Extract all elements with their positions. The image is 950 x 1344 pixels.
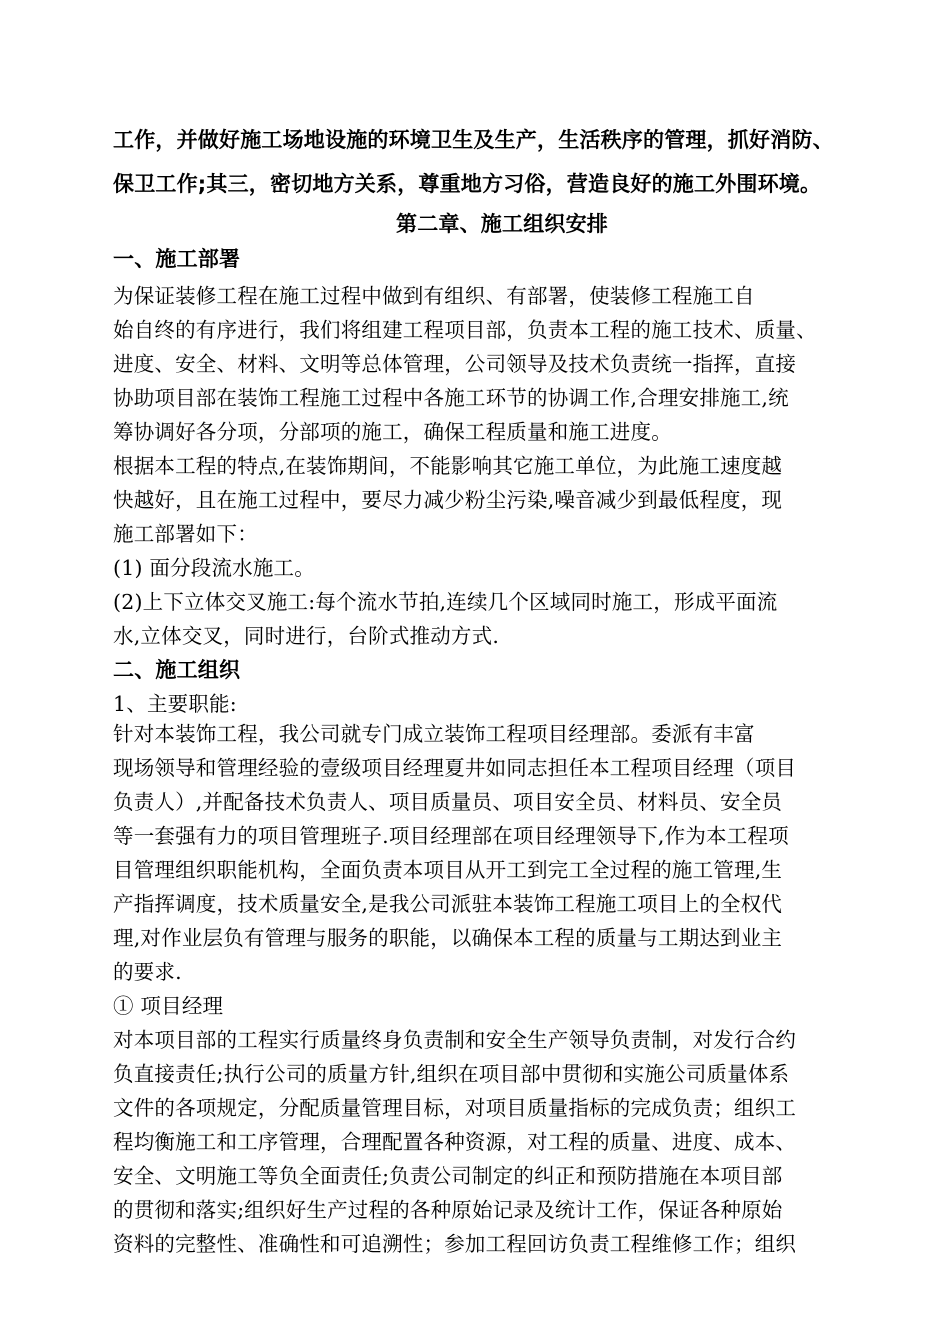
paragraph-line: 的贯彻和落实;组织好生产过程的各种原始记录及统计工作，保证各种原始 [113, 1198, 783, 1222]
subheading: 1、主要职能: [113, 692, 237, 716]
paragraph-line: 针对本装饰工程，我公司就专门成立装饰工程项目经理部。委派有丰富 [113, 722, 755, 746]
paragraph-line: 资料的完整性、准确性和可追溯性；参加工程回访负责工程维修工作；组织 [113, 1232, 797, 1256]
paragraph-line: 负责人）,并配备技术负责人、项目质量员、项目安全员、材料员、安全员 [113, 790, 783, 814]
paragraph-line: 的要求. [113, 960, 182, 984]
paragraph-line: 进度、安全、材料、文明等总体管理，公司领导及技术负责统一指挥，直接 [113, 352, 797, 376]
paragraph-line: 文件的各项规定，分配质量管理目标，对项目质量指标的完成负责；组织工 [113, 1096, 797, 1120]
paragraph-line: 筹协调好各分项，分部项的施工，确保工程质量和施工进度。 [113, 420, 672, 444]
paragraph-line: 始自终的有序进行，我们将组建工程项目部，负责本工程的施工技术、质量、 [113, 318, 817, 342]
paragraph-line: 对本项目部的工程实行质量终身负责制和安全生产领导负责制，对发行合约 [113, 1028, 797, 1052]
list-item: (2)上下立体交叉施工:每个流水节拍,连续几个区域同时施工，形成平面流 [113, 590, 778, 614]
paragraph-line: 等一套强有力的项目管理班子.项目经理部在项目经理领导下,作为本工程项 [113, 824, 789, 848]
section-heading-organization: 二、施工组织 [113, 658, 241, 682]
paragraph-line: 快越好，且在施工过程中，要尽力减少粉尘污染,噪音减少到最低程度，现 [113, 488, 783, 512]
paragraph-line: 负直接责任;执行公司的质量方针,组织在项目部中贯彻和实施公司质量体系 [113, 1062, 790, 1086]
paragraph-line: 根据本工程的特点,在装饰期间，不能影响其它施工单位，为此施工速度越 [113, 454, 783, 478]
paragraph-line: 理,对作业层负有管理与服务的职能，以确保本工程的质量与工期达到业主 [113, 926, 783, 950]
paragraph-line: 为保证装修工程在施工过程中做到有组织、有部署，使装修工程施工自 [113, 284, 755, 308]
section-heading-deployment: 一、施工部署 [113, 247, 241, 271]
paragraph-line: 产指挥调度，技术质量安全,是我公司派驻本装饰工程施工项目上的全权代 [113, 892, 783, 916]
paragraph-line: 现场领导和管理经验的壹级项目经理夏井如同志担任本工程项目经理（项目 [113, 756, 797, 780]
role-title: ① 项目经理 [113, 994, 224, 1018]
paragraph-line: 安全、文明施工等负全面责任;负责公司制定的纠正和预防措施在本项目部 [113, 1164, 783, 1188]
list-item-continuation: 水,立体交叉，同时进行，台阶式推动方式. [113, 624, 500, 648]
intro-line-2: 保卫工作;其三，密切地方关系，尊重地方习俗，营造良好的施工外围环境。 [113, 172, 822, 196]
chapter-title: 第二章、施工组织安排 [396, 212, 608, 236]
paragraph-line: 施工部署如下： [113, 522, 258, 546]
intro-line-1: 工作，并做好施工场地设施的环境卫生及生产，生活秩序的管理，抓好消防、 [113, 128, 834, 152]
paragraph-line: 程均衡施工和工序管理，合理配置各种资源，对工程的质量、进度、成本、 [113, 1130, 797, 1154]
list-item: (1) 面分段流水施工。 [113, 556, 315, 580]
paragraph-line: 目管理组织职能机构，全面负责本项目从开工到完工全过程的施工管理,生 [113, 858, 783, 882]
paragraph-line: 协助项目部在装饰工程施工过程中各施工环节的协调工作,合理安排施工,统 [113, 386, 789, 410]
